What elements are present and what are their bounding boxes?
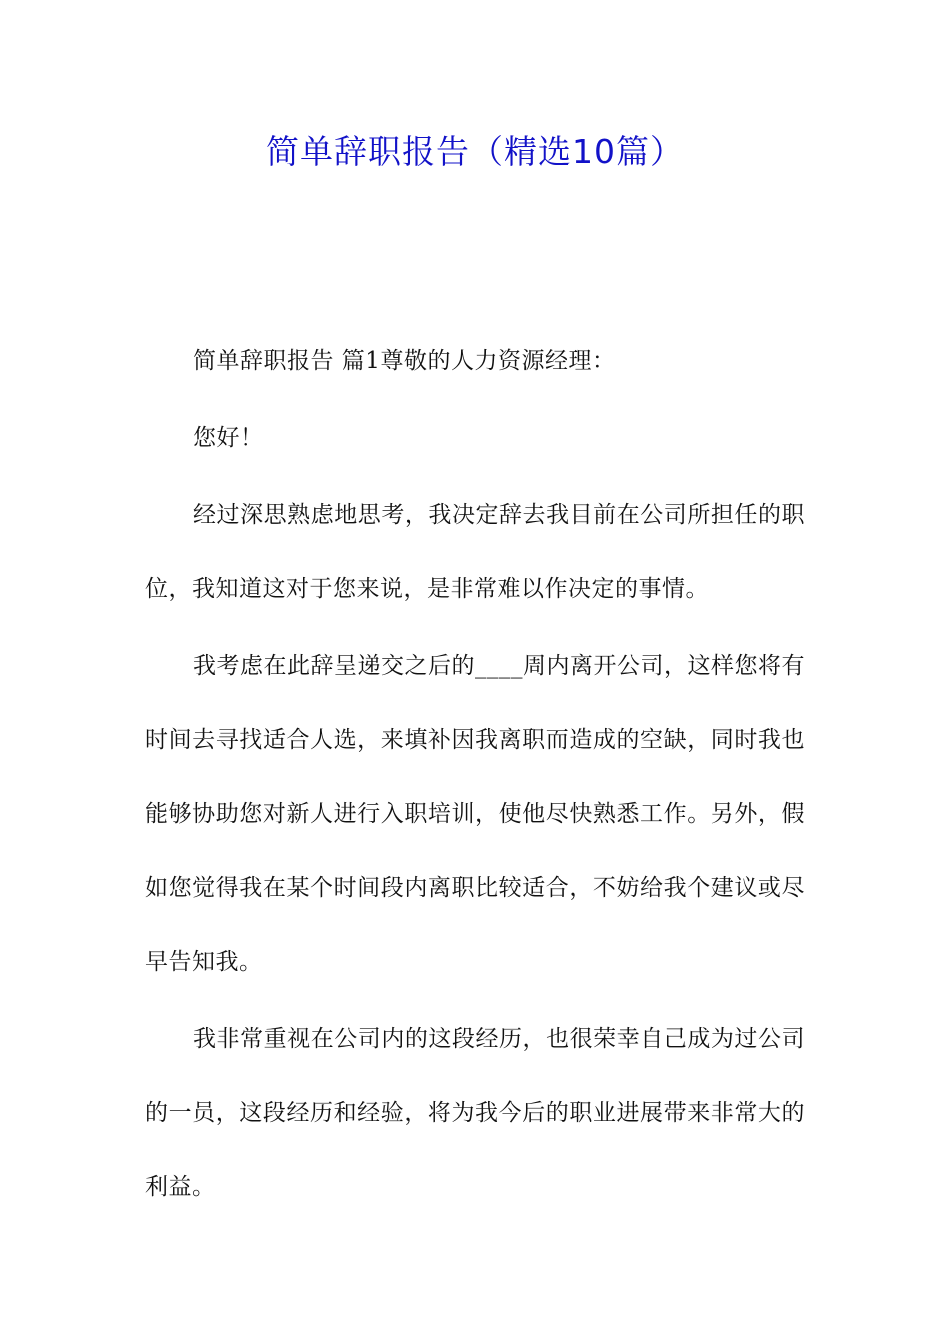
- paragraph-notice-period: 我考虑在此辞呈递交之后的____周内离开公司，这样您将有时间去寻找适合人选，来填补因我离职而造成的空缺，同时我也能够协助您对新人进行入职培训，使他尽快熟悉工作。另外，假如您觉得我在某个时间段内离职比较适合，不妨给我个建议或尽早告知我。: [145, 653, 805, 975]
- document-body: [145, 324, 805, 1227]
- paragraph-gratitude: 我非常重视在公司内的这段经历，也很荣幸自己成为过公司的一员，这段经历和经验，将为我今后的职业进展带来非常大的利益。: [145, 1026, 805, 1200]
- paragraph-heading-salutation: 简单辞职报告 篇1尊敬的人力资源经理：: [193, 348, 616, 374]
- document-title: 简单辞职报告（精选10篇）: [266, 132, 684, 171]
- paragraph-decision: 经过深思熟虑地思考，我决定辞去我目前在公司所担任的职位，我知道这对于您来说，是非常难以作决定的事情。: [145, 502, 805, 602]
- paragraph-greeting: 您好！: [193, 425, 264, 451]
